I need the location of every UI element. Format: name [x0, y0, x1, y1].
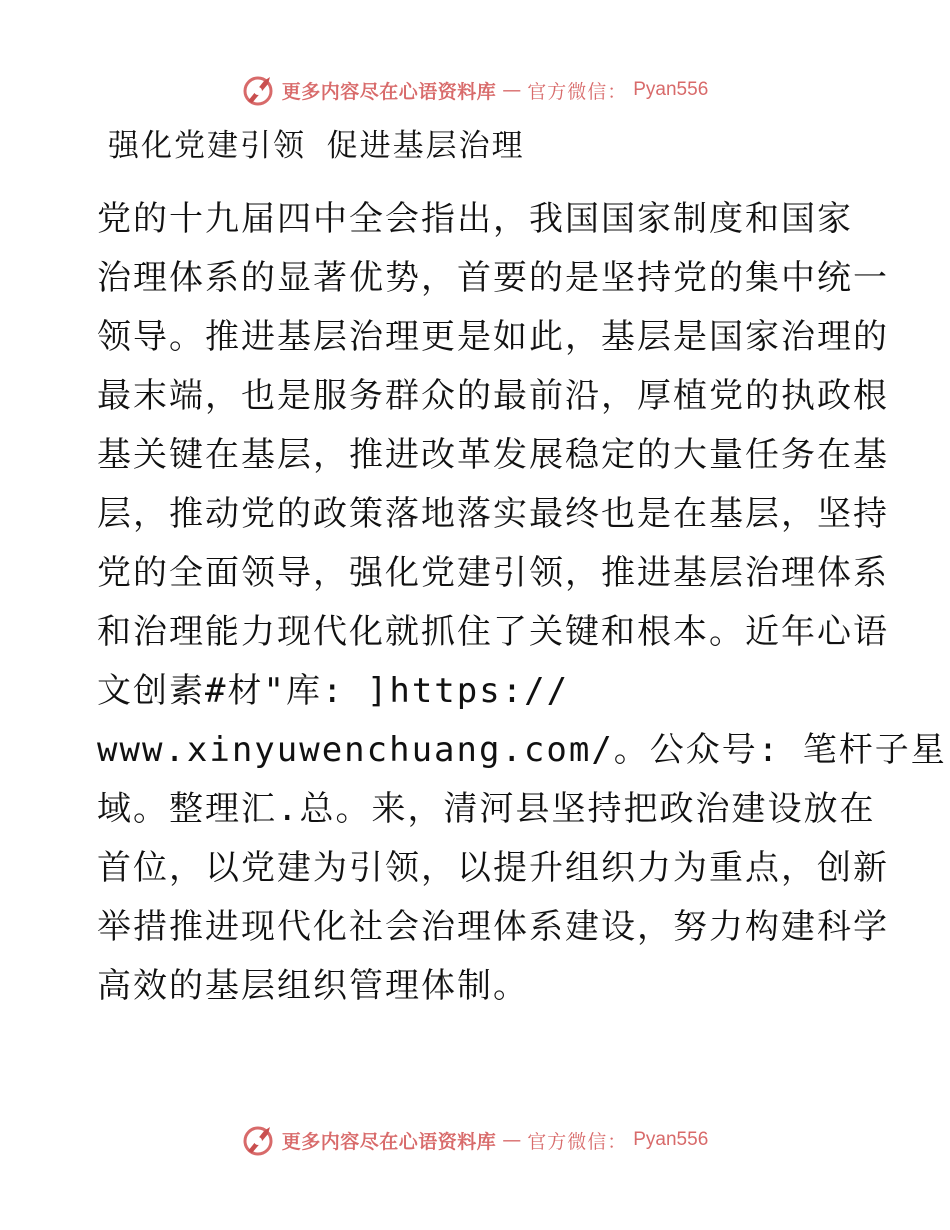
watermark-id: Pyan556 [633, 1129, 709, 1150]
body-line: 最末端，也是服务群众的最前沿，厚植党的执政根 [97, 376, 889, 416]
body-line: 文创素#材"库: ]https:// [97, 671, 570, 711]
body-line: 领导。推进基层治理更是如此，基层是国家治理的 [97, 317, 889, 357]
body-line: 域。整理汇.总。来，清河县坚持把政治建设放在 [97, 789, 876, 829]
body-line: 举措推进现代化社会治理体系建设，努力构建科学 [97, 907, 889, 947]
pen-logo-icon [242, 73, 276, 107]
body-line: 高效的基层组织管理体制。 [97, 966, 529, 1006]
footer-watermark [0, 1120, 950, 1160]
watermark-label: 官方微信： [527, 1130, 628, 1153]
pen-logo-icon [242, 1123, 276, 1157]
document-title: 强化党建引领 促进基层治理 [108, 128, 525, 164]
document-body [97, 190, 947, 1016]
watermark-text: 更多内容尽在心语资料库 [281, 80, 497, 103]
watermark-dash: — [502, 1129, 522, 1151]
body-line: 治理体系的显著优势，首要的是坚持党的集中统一 [97, 258, 889, 298]
watermark-id: Pyan556 [633, 79, 709, 100]
watermark-label: 官方微信： [527, 80, 628, 103]
header-watermark [0, 70, 950, 110]
body-line: 党的全面领导，强化党建引领，推进基层治理体系 [97, 553, 889, 593]
body-line: 基关键在基层，推进改革发展稳定的大量任务在基 [97, 435, 889, 475]
watermark-dash: — [502, 79, 522, 101]
watermark-text: 更多内容尽在心语资料库 [281, 1130, 497, 1153]
body-line: 层，推动党的政策落地落实最终也是在基层，坚持 [97, 494, 889, 534]
body-line: 首位，以党建为引领，以提升组织力为重点，创新 [97, 848, 889, 888]
body-line: 党的十九届四中全会指出，我国国家制度和国家 [97, 199, 853, 239]
body-line: 和治理能力现代化就抓住了关键和根本。近年心语 [97, 612, 889, 652]
body-line: www.xinyuwenchuang.com/。公众号: 笔杆子星 [97, 730, 947, 770]
